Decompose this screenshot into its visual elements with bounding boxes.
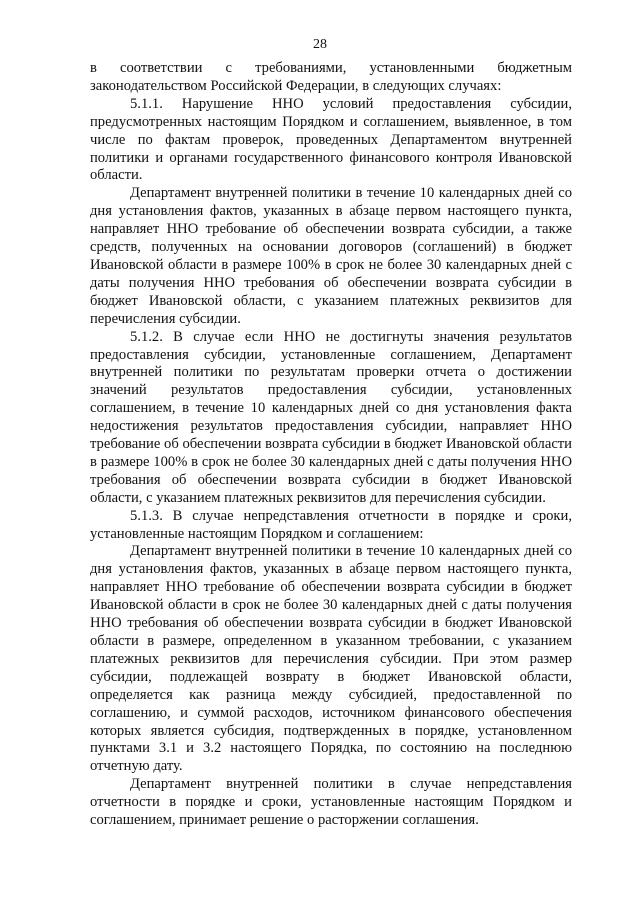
paragraph-termination: Департамент внутренней политики в случае непредставления отчетности в порядке и сроки, установленные настоящим Порядком и соглашением, принимает решение о расторжении соглашения. [90,776,572,829]
paragraph-5-1-3: 5.1.3. В случае непредставления отчетности в порядке и сроки, установленные настоящим Порядком и соглашением: [90,507,572,542]
paragraph-5-1-3-demand: Департамент внутренней политики в течение 10 календарных дней со дня установления фактов, указанных в абзаце первом настоящего пункта, направляет ННО требование об обеспечении возврата субсидии в бюджет Ивановской области в срок не более 30 календарных дней с даты получения ННО требования об обеспечении возврата субсидии в бюджет Ивановской области в размере, определенном в указанном требовании, с указанием платежных реквизитов для перечисления субсидии. При этом размер субсидии, подлежащей возврату в бюджет Ивановской области, определяется как разница между субсидией, предоставленной по соглашению, и суммой расходов, источником финансового обеспечения которых является субсидия, подтвержденных в порядке, установленном пунктами 3.1 и 3.2 настоящего Порядка, по состоянию на последнюю отчетную дату. [90,543,572,775]
document-body [90,60,572,830]
paragraph-continuation: в соответствии с требованиями, установленными бюджетным законодательством Российской Федерации, в следующих случаях: [90,60,572,94]
page-number: 28 [313,37,327,52]
paragraph-5-1-1-demand: Департамент внутренней политики в течение 10 календарных дней со дня установления фактов, указанных в абзаце первом настоящего пункта, направляет ННО требование об обеспечении возврата субсидии, а также средств, полученных на основании договоров (соглашений) в бюджет Ивановской области в размере 100% в срок не более 30 календарных дней с даты получения ННО требования об обеспечении возврата субсидии в бюджет Ивановской области, с указанием платежных реквизитов для перечисления субсидии. [90,185,572,327]
paragraph-5-1-2: 5.1.2. В случае если ННО не достигнуты значения результатов предоставления субсидии, установленные соглашением, Департамент внутренней политики по результатам проверки отчета о достижении значений результатов предоставления субсидии, установленных соглашением, в течение 10 календарных дней со дня установления факта недостижения результатов предоставления субсидии, направляет ННО требование об обеспечении возврата субсидии в бюджет Ивановской области в размере 100% в срок не более 30 календарных дней с даты получения ННО требования об обеспечении возврата субсидии в бюджет Ивановской области, с указанием платежных реквизитов для перечисления субсидии. [90,328,572,506]
paragraph-5-1-1: 5.1.1. Нарушение ННО условий предоставления субсидии, предусмотренных настоящим Порядком и соглашением, выявленное, в том числе по фактам проверок, проведенных Департаментом внутренней политики и органами государственного финансового контроля Ивановской области. [90,95,572,184]
